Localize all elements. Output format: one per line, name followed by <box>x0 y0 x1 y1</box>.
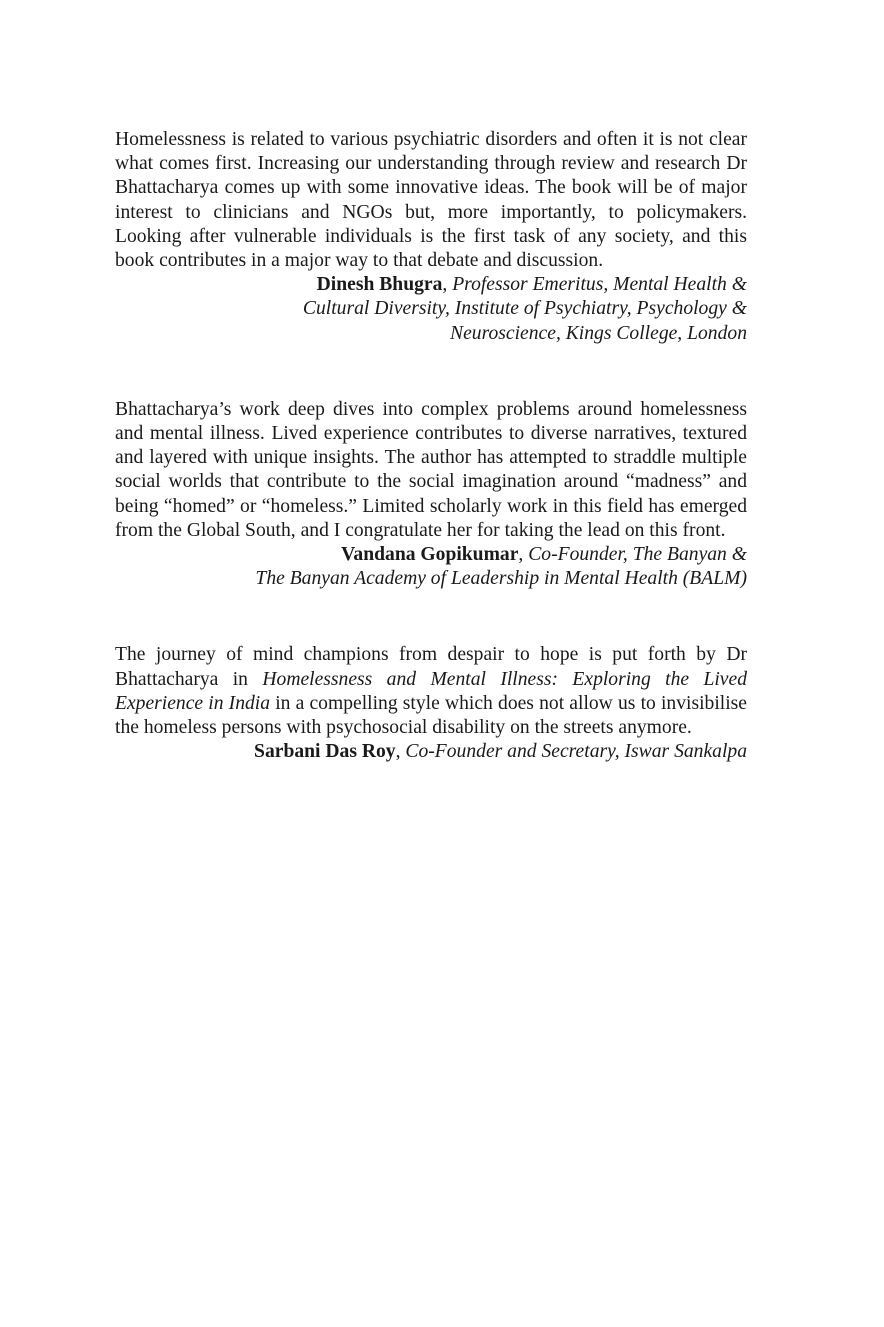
endorsement-quote: Homelessness is related to various psychiatric disorders and often it is not clear what comes first. Increasing our understanding through review and research Dr Bhattacharya comes up with some innovative ideas. The book will be of major interest to clinicians and NGOs but, more importantly, to policymakers. Looking after vulnerable individuals is the first task of any society, and this book contributes in a major way to that debate and discussion. <box>115 129 747 272</box>
endorser-role: Co-Founder and Secretary, Iswar Sankalpa <box>405 741 747 763</box>
endorser-name: Vandana Gopikumar <box>341 544 519 566</box>
endorser-role: Cultural Diversity, Institute of Psychiatry, Psychology & <box>302 298 747 320</box>
attribution-line <box>115 543 747 567</box>
endorsement-attribution <box>115 740 747 764</box>
endorsement-das-roy <box>115 643 747 764</box>
endorser-role: Professor Emeritus, Mental Health & <box>452 274 747 296</box>
quote-text: The journey of mind champions from despair to hope is put forth by Dr Bhattacharya in <box>115 644 747 690</box>
endorsement-attribution <box>115 543 747 591</box>
endorser-name: Sarbani Das Roy <box>254 741 396 763</box>
endorser-name: Dinesh Bhugra <box>316 274 443 296</box>
endorser-role: The Banyan Academy of Leadership in Mental Health (BALM) <box>255 568 747 590</box>
endorsements-page <box>115 128 747 764</box>
attribution-line <box>115 740 747 764</box>
endorsement-gopikumar <box>115 398 747 592</box>
endorsement-bhugra <box>115 128 747 346</box>
endorser-role: Co-Founder, The Banyan & <box>528 544 747 566</box>
quote-text: in a compelling style which does not allow us to invisibilise the homeless persons with psychosocial disability on the streets anymore. <box>115 692 747 739</box>
endorsement-quote <box>115 643 747 740</box>
attribution-line <box>115 273 747 297</box>
endorser-role: Neuroscience, Kings College, London <box>450 322 747 344</box>
book-title: Homelessness and Mental Illness: Exploring the Lived Experience in India <box>115 668 747 714</box>
attribution-separator: , <box>395 741 401 763</box>
attribution-separator: , <box>518 544 524 566</box>
endorsement-quote: Bhattacharya’s work deep dives into complex problems around homelessness and mental illness. Lived experience contributes to diverse narratives, textured and layered with unique insights. The author has attempted to straddle multiple social worlds that contribute to the social imagination around “madness” and being “homed” or “homeless.” Limited scholarly work in this field has emerged from the Global South, and I congratulate her for taking the lead on this front. <box>115 398 747 541</box>
endorsement-attribution <box>115 273 747 346</box>
attribution-separator: , <box>442 274 448 296</box>
